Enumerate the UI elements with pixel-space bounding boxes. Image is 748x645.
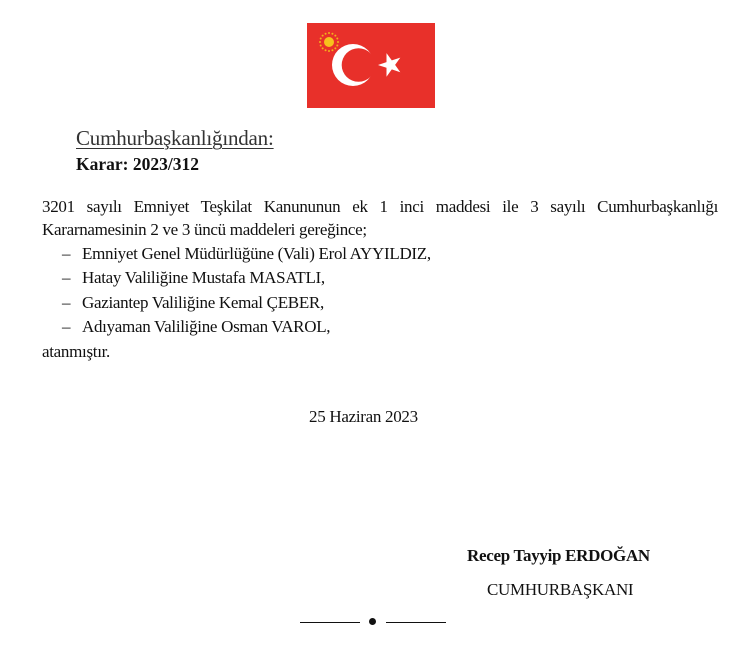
turkish-flag-icon — [307, 23, 435, 108]
separator-dot — [369, 618, 376, 625]
appointment-text: Hatay Valiliğine Mustafa MASATLI, — [82, 268, 325, 287]
emblem-star — [334, 47, 336, 49]
emblem-star — [331, 49, 333, 51]
appointment-text: Gaziantep Valiliğine Kemal ÇEBER, — [82, 293, 324, 312]
emblem-star — [322, 35, 324, 37]
emblem-star — [336, 38, 338, 40]
appointment-item — [62, 268, 325, 288]
decision-number: Karar: 2023/312 — [76, 154, 199, 174]
emblem-star — [334, 35, 336, 37]
emblem-star — [328, 50, 330, 52]
dash: – — [62, 293, 71, 312]
emblem-star — [336, 44, 338, 46]
dash: – — [62, 268, 71, 287]
appointment-item — [62, 293, 324, 313]
closing-text: atanmıştır. — [42, 342, 110, 361]
end-separator — [300, 614, 448, 630]
emblem-star — [322, 47, 324, 49]
appointment-item — [62, 244, 431, 264]
signatory-name: Recep Tayyip ERDOĞAN — [467, 546, 650, 565]
emblem-star — [320, 44, 322, 46]
separator-line — [300, 622, 360, 623]
signatory-title: CUMHURBAŞKANI — [487, 580, 634, 599]
appointment-text: Emniyet Genel Müdürlüğüne (Vali) Erol AYYILDIZ, — [82, 244, 431, 263]
appointment-text: Adıyaman Valiliğine Osman VAROL, — [82, 317, 331, 336]
emblem-star — [320, 38, 322, 40]
emblem-star — [325, 33, 327, 35]
intro-text-line-1: 3201 sayılı Emniyet Teşkilat Kanununun ek 1 inci maddesi ile 3 sayılı Cumhurbaşkanlığı — [42, 197, 718, 216]
emblem-star — [337, 41, 339, 43]
appointment-item — [62, 317, 330, 337]
separator-line — [386, 622, 446, 623]
intro-text-line-2: Kararnamesinin 2 ve 3 üncü maddeleri gereğince; — [42, 220, 367, 239]
emblem-star — [325, 49, 327, 51]
emblem-star — [319, 41, 321, 43]
issuer-heading: Cumhurbaşkanlığından: — [76, 126, 274, 150]
dash: – — [62, 244, 71, 263]
decision-date: 25 Haziran 2023 — [309, 407, 418, 426]
dash: – — [62, 317, 71, 336]
emblem-star — [331, 33, 333, 35]
emblem-star — [328, 32, 330, 34]
